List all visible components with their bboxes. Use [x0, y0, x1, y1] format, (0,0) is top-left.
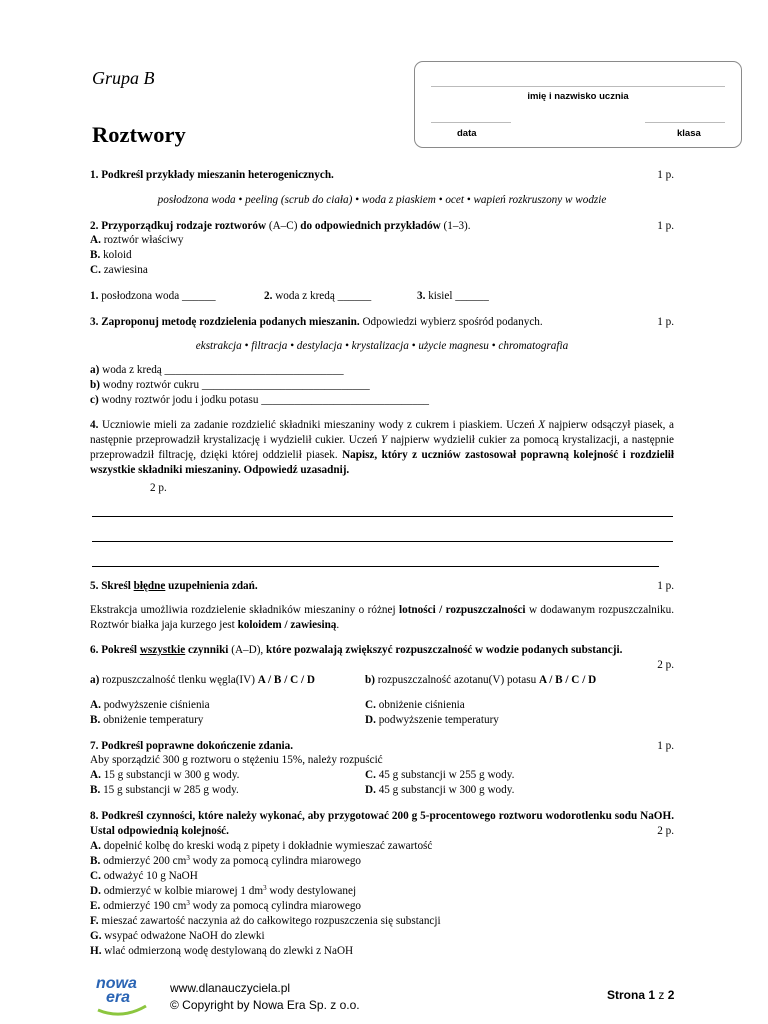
item-letter: A. — [90, 234, 101, 246]
list-item[interactable] — [90, 854, 674, 869]
sub-label: a) — [90, 674, 100, 686]
q2-points: 1 p. — [657, 220, 674, 232]
item-letter: E. — [90, 900, 101, 912]
student-y: Y — [380, 434, 388, 446]
item-text: 15 g substancji w 300 g wody. — [103, 769, 240, 781]
list-item — [90, 378, 674, 393]
question-text-range2: (1–3). — [443, 220, 471, 232]
subquestion-a — [90, 673, 315, 688]
item-text: 15 g substancji w 285 g wody. — [103, 784, 239, 796]
question-number: 4. — [90, 419, 99, 431]
date-line — [431, 122, 511, 123]
item-letter: G. — [90, 930, 102, 942]
question-text: Uczniowie mieli za zadanie rozdzielić składniki mieszaniny wody z cukrem i piaskiem. Uczeń — [101, 419, 535, 431]
question-text-underlined: błędne — [133, 580, 166, 592]
q3-points: 1 p. — [657, 316, 674, 328]
answer-line-3 — [92, 566, 659, 567]
q4-points: 2 p. — [150, 482, 167, 494]
example-num: 2. — [264, 290, 273, 302]
answer-line-2 — [92, 541, 673, 542]
list-item[interactable] — [90, 884, 674, 899]
choice-1[interactable]: lotności / rozpuszczalności — [399, 604, 526, 616]
example-2 — [264, 289, 371, 304]
item-letter: B. — [90, 714, 101, 726]
list-item[interactable] — [90, 914, 674, 929]
question-7 — [90, 739, 674, 754]
item-text: obniżenie temperatury — [103, 714, 204, 726]
list-item — [90, 263, 674, 278]
list-item[interactable] — [90, 944, 674, 959]
question-number: 5. — [90, 580, 99, 592]
item-letter: B. — [90, 784, 101, 796]
item-text: podwyższenie ciśnienia — [103, 699, 210, 711]
question-2 — [90, 219, 674, 234]
class-line — [645, 122, 725, 123]
page-label: Strona — [607, 988, 646, 1002]
sub-label: b) — [365, 674, 375, 686]
page-of: z — [658, 988, 665, 1002]
q2-examples — [90, 289, 674, 304]
question-text: Skreśl — [101, 580, 131, 592]
list-item — [90, 699, 210, 711]
student-x: X — [538, 419, 546, 431]
item-letter: A. — [90, 769, 101, 781]
item-text: mieszać zawartość naczynia aż do całkowitego rozpuszczenia się substancji — [101, 915, 441, 927]
item-letter: D. — [90, 885, 101, 897]
date-label: data — [457, 128, 477, 139]
example-text: posłodzona woda ______ — [101, 290, 216, 302]
question-text-cont: uzupełnienia zdań. — [168, 580, 258, 592]
question-text-cont: czynniki — [188, 644, 229, 656]
item-text: 45 g substancji w 300 g wody. — [378, 784, 515, 796]
list-item — [90, 714, 203, 726]
item-letter: C. — [90, 870, 101, 882]
question-number: 2. — [90, 220, 99, 232]
example-text: kisiel ______ — [428, 290, 489, 302]
item-text: roztwór właściwy — [103, 234, 184, 246]
name-line — [431, 86, 725, 87]
q1-points: 1 p. — [657, 169, 674, 181]
list-item — [365, 698, 465, 713]
question-text: Podkreśl przykłady mieszanin heterogenicznych. — [101, 169, 334, 181]
example-3 — [417, 289, 489, 304]
question-1 — [90, 168, 674, 183]
item-letter: C. — [365, 699, 376, 711]
list-item — [90, 393, 674, 408]
item-letter: B. — [90, 249, 101, 261]
q7-points: 1 p. — [657, 740, 674, 752]
logo-text-nowa: nowa — [96, 975, 137, 992]
item-text: wodny roztwór cukru ______________________________ — [102, 379, 370, 391]
item-text: odważyć 10 g NaOH — [103, 870, 198, 882]
question-3 — [90, 315, 674, 330]
question-8 — [90, 809, 674, 839]
question-text-cont: do odpowiednich przykładów — [300, 220, 441, 232]
student-info-box — [414, 61, 742, 148]
sub-options[interactable]: A / B / C / D — [538, 674, 597, 686]
question-number: 3. — [90, 316, 99, 328]
item-letter: H. — [90, 945, 102, 957]
example-1 — [90, 289, 216, 304]
item-letter: C. — [90, 264, 101, 276]
question-text-range: (A–D), — [231, 644, 264, 656]
example-num: 3. — [417, 290, 426, 302]
logo-text-era: era — [106, 989, 131, 1006]
class-label: klasa — [677, 128, 701, 139]
question-number: 8. — [90, 810, 99, 822]
item-letter: c) — [90, 394, 99, 406]
item-text: odmierzyć w kolbie miarowej 1 dm — [103, 885, 264, 897]
page-title: Roztwory — [92, 122, 186, 147]
q5-paragraph — [90, 603, 674, 633]
q3-items — [90, 363, 674, 408]
answer-line-1 — [92, 516, 673, 517]
list-item[interactable] — [90, 869, 674, 884]
q1-options: posłodzona woda • peeling (scrub do ciała) • woda z piaskiem • ocet • wapień rozkruszony w wodzie — [157, 194, 607, 206]
subquestion-b — [365, 673, 596, 688]
item-letter: b) — [90, 379, 100, 391]
question-5 — [90, 579, 674, 594]
q2-types — [90, 233, 674, 278]
question-text: Przyporządkuj rodzaje roztworów — [101, 220, 267, 232]
list-item — [90, 248, 674, 263]
item-letter: B. — [90, 855, 101, 867]
answer-option[interactable] — [365, 768, 514, 783]
item-letter: A. — [90, 840, 101, 852]
q8-points: 2 p. — [657, 825, 674, 837]
question-number: 6. — [90, 644, 99, 656]
example-text: woda z kredą ______ — [275, 290, 372, 302]
question-text: Pokreśl — [101, 644, 138, 656]
item-text-after: wody destylowanej — [266, 885, 357, 897]
question-text: Zaproponuj metodę rozdzielenia podanych mieszanin. — [101, 316, 360, 328]
question-4 — [90, 418, 674, 478]
question-text: Podkreśl poprawne dokończenie zdania. — [101, 740, 294, 752]
item-text: 45 g substancji w 255 g wody. — [378, 769, 515, 781]
page-current: 1 — [648, 988, 656, 1002]
nowa-era-logo — [94, 976, 150, 1016]
item-text: obniżenie ciśnienia — [378, 699, 465, 711]
item-text: odmierzyć 200 cm — [103, 855, 187, 867]
list-row — [90, 768, 674, 783]
question-number: 7. — [90, 740, 99, 752]
paragraph-text: Ekstrakcja umożliwia rozdzielenie składników mieszaniny o różnej — [90, 604, 396, 616]
question-6 — [90, 643, 674, 658]
page-total: 2 — [667, 988, 675, 1002]
answer-option[interactable] — [90, 784, 239, 796]
item-text: koloid — [103, 249, 132, 261]
item-text-after: wody za pomocą cylindra miarowego — [189, 855, 362, 867]
question-text-normal: Odpowiedzi wybierz spośród podanych. — [362, 316, 543, 328]
item-text: odmierzyć 190 cm — [103, 900, 187, 912]
q6-subquestions — [90, 673, 674, 688]
item-sup: 3 — [186, 854, 190, 862]
item-text: zawiesina — [103, 264, 148, 276]
list-row — [90, 713, 674, 728]
sub-text: rozpuszczalność tlenku węgla(IV) — [102, 674, 255, 686]
question-text-underlined: wszystkie — [139, 644, 186, 656]
item-text: podwyższenie temperatury — [378, 714, 499, 726]
item-letter: D. — [365, 714, 376, 726]
item-text: woda z kredą ________________________________ — [102, 364, 344, 376]
question-text-3: najpierw wydzielił cukier za pomocą krystalizacji, a następnie przeprowadził filtrację, dzięki której oddzielił piasek. — [90, 434, 675, 461]
question-number: 1. — [90, 169, 99, 181]
list-row — [90, 698, 674, 713]
item-text: wlać odmierzoną wodę destylowaną do zlewki z NaOH — [104, 945, 354, 957]
item-letter: D. — [365, 784, 376, 796]
item-letter: C. — [365, 769, 376, 781]
q8-steps — [90, 839, 674, 959]
question-text: Podkreśl czynności, które należy wykonać, aby przygotować 200 g 5-procentowego roztworu wodorotlenku sodu NaOH. Ustal odpowiednią kolejność. — [90, 810, 675, 837]
q7-answers — [90, 768, 674, 798]
paragraph-text-2: w dodawanym rozpuszczalniku. Roztwór białka jaja kurzego jest — [90, 604, 674, 631]
footer-copyright: © Copyright by Nowa Era Sp. z o.o. — [170, 998, 360, 1012]
q3-options: ekstrakcja • filtracja • destylacja • krystalizacja • użycie magnesu • chromatografia — [195, 340, 569, 352]
item-letter: A. — [90, 699, 101, 711]
answer-option[interactable] — [90, 769, 239, 781]
question-text-end: które pozwalają zwiększyć rozpuszczalność w wodzie podanych substancji. — [266, 644, 623, 656]
student-name-label: imię i nazwisko ucznia — [527, 91, 629, 102]
item-sup: 3 — [186, 899, 190, 907]
list-item — [365, 713, 499, 728]
question-text-2: najpierw odsączył piasek, a następnie przeprowadził krystalizację i wydzielił cukier. Uczeń — [90, 419, 675, 446]
q7-stem: Aby sporządzić 300 g roztworu o stężeniu 15%, należy rozpuścić — [90, 754, 383, 766]
list-row — [90, 783, 674, 798]
item-letter: a) — [90, 364, 100, 376]
question-instruction: Napisz, który z uczniów zastosował poprawną kolejność i rozdzielił wszystkie składniki mieszaniny. Odpowiedź uzasadnij. — [90, 449, 675, 476]
choice-2[interactable]: koloidem / zawiesiną — [237, 619, 337, 631]
sub-text: rozpuszczalność azotanu(V) potasu — [377, 674, 537, 686]
q6-points: 2 p. — [657, 659, 674, 671]
list-item — [90, 233, 674, 248]
q6-factors — [90, 698, 674, 728]
list-item[interactable] — [90, 929, 674, 944]
list-item[interactable] — [90, 839, 674, 854]
question-text-range: (A–C) — [268, 220, 298, 232]
example-num: 1. — [90, 290, 99, 302]
item-text: wsypać odważone NaOH do zlewki — [104, 930, 265, 942]
sub-options[interactable]: A / B / C / D — [257, 674, 315, 686]
list-item — [90, 363, 674, 378]
footer-website[interactable]: www.dlanauczyciela.pl — [170, 981, 291, 995]
item-text-after: wody za pomocą cylindra miarowego — [189, 900, 362, 912]
list-item[interactable] — [90, 899, 674, 914]
page-indicator — [607, 987, 674, 1003]
group-label: Grupa B — [92, 68, 155, 88]
paragraph-end: . — [336, 619, 340, 631]
item-text: dopełnić kolbę do kreski wodą z pipety i dokładnie wymieszać zawartość — [103, 840, 433, 852]
answer-option[interactable] — [365, 783, 514, 798]
item-letter: F. — [90, 915, 99, 927]
item-sup: 3 — [263, 884, 267, 892]
q5-points: 1 p. — [657, 580, 674, 592]
item-text: wodny roztwór jodu i jodku potasu ______________________________ — [101, 394, 430, 406]
